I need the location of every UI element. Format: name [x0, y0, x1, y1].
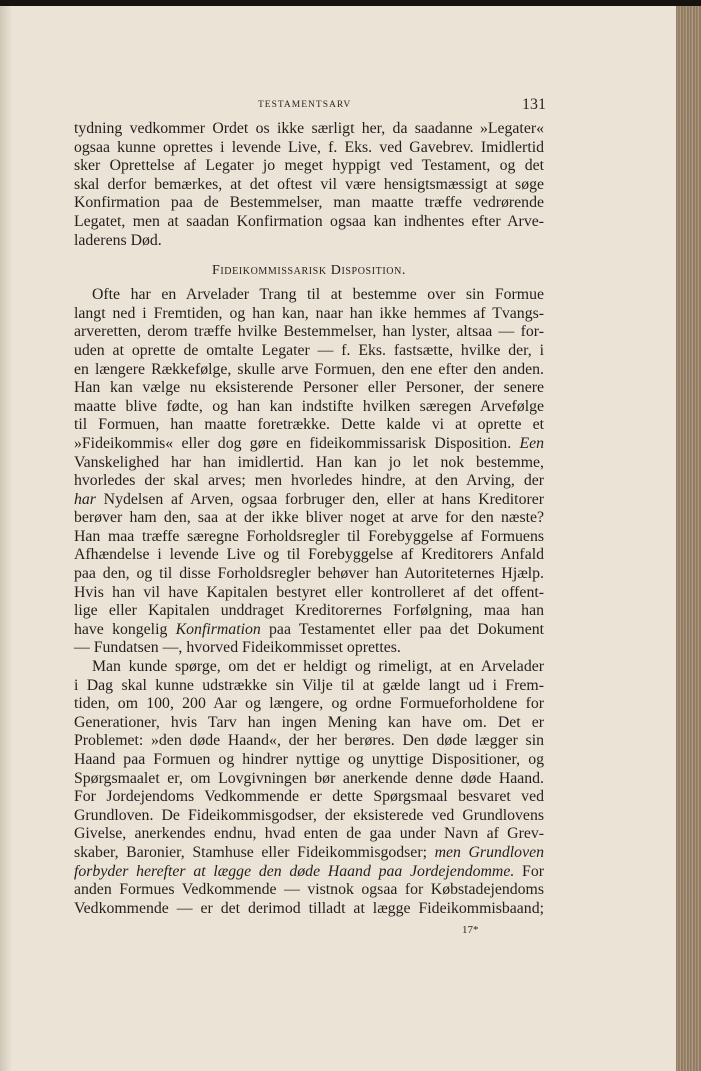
text-line: [74, 435, 544, 454]
italic-span: men Grundloven: [434, 843, 544, 861]
text-span: »Fideikommis« eller dog gøre en fideikommissarisk Disposition.: [74, 434, 512, 452]
text-line: tydning vedkommer Ordet os ikke særligt her, da saadanne »Legater«: [74, 120, 544, 137]
text-line: til Formuen, han maatte foretrække. Dette kalde vi at oprette et: [74, 416, 544, 434]
text-line: berøver ham den, saa at der ikke bliver noget at arve for den næste?: [74, 509, 544, 527]
text-line: Vanskelighed har han imidlertid. Han kan jo let nok bestemme,: [74, 453, 544, 471]
text-line: skal derfor bemærkes, at det oftest vil være hensigtsmæssigt at søge: [74, 175, 544, 193]
text-line: Problemet: »den døde Haand«, der her berøres. Den døde lægger sin: [74, 732, 544, 750]
text-line: lige eller Kapitalen unddraget Kreditorernes Forfølgning, maa han: [74, 602, 544, 620]
italic-span: forbyder herefter at lægge den døde Haand paa Jordejendomme.: [74, 862, 515, 880]
text-line: arveretten, derom træffe hvilke Bestemmelser, han lyster, altsaa — for-: [74, 323, 544, 341]
running-head: TESTAMENTSARV: [258, 100, 352, 110]
text-line: Vedkommende — er det derimod tilladt at lægge Fideikommisbaand;: [74, 899, 544, 917]
text-line: Hvis han vil have Kapitalen bestyret eller kontrolleret af det offent-: [74, 583, 544, 601]
text-line: Spørgsmaalet er, om Lovgivningen bør anerkende denne døde Haand.: [74, 769, 544, 787]
text-line: Ofte har en Arvelader Trang til at bestemme over sin Formue: [92, 286, 544, 304]
text-span: skaber, Baronier, Stamhuse eller Fideikommisgodser;: [74, 843, 427, 861]
text-span: have kongelig: [74, 620, 168, 638]
text-line: Konfirmation paa de Bestemmelser, man maatte træffe vedrørende: [74, 194, 544, 212]
text-line: maatte blive fødte, og han kan indstifte hvilken særegen Arvefølge: [74, 397, 544, 415]
text-span: Nydelsen af Arven, ogsaa forbruger den, eller at hans Kreditorer: [103, 490, 544, 508]
text-line: anden Formues Vedkommende — vistnok ogsaa for Købstadejendoms: [74, 881, 544, 899]
text-line: paa den, og til disse Forholdsregler behøver han Autoriteternes Hjælp.: [74, 565, 544, 583]
italic-span: har: [74, 490, 96, 508]
section-heading: Fideikommissarisk Disposition.: [211, 263, 407, 279]
text-line: [74, 621, 544, 640]
text-line: langt ned i Fremtiden, og han kan, naar han ikke hemmes af Tvangs-: [74, 304, 544, 322]
text-line: Legatet, men at saadan Konfirmation ogsaa kan indhentes efter Arve-: [74, 212, 544, 230]
paragraph-3: [74, 658, 544, 918]
text-line: Givelse, anerkendes endnu, hvad enten de gaa under Navn af Grev-: [74, 825, 544, 843]
italic-span: Een: [519, 434, 545, 452]
text-line: laderens Død.: [74, 231, 162, 249]
text-span: For: [522, 862, 544, 880]
signature-mark: 17*: [462, 924, 479, 936]
text-line: [74, 863, 544, 882]
text-line: For Jordejendoms Vedkommende er dette Spørgsmaal besvaret ved: [74, 788, 544, 806]
italic-span: Konfirmation: [175, 620, 261, 638]
paragraph-1: [74, 120, 544, 250]
text-line: Haand paa Formuen og hindrer nyttige og unyttige Dispositioner, og: [74, 751, 544, 768]
page-gutter-shadow: [0, 6, 12, 1071]
book-spine-edge: [676, 6, 701, 1071]
page-number: 131: [522, 96, 546, 113]
text-line: Grundloven. De Fideikommisgodser, der eksisterede ved Grundlovens: [74, 806, 544, 824]
text-line: hvorledes der skal arves; men hvorledes hindre, at den Arving, der: [74, 472, 544, 490]
page-body: [74, 120, 544, 918]
text-line: — Fundatsen —, hvorved Fideikommisset oprettes.: [74, 639, 401, 657]
text-line: [74, 844, 544, 863]
text-span: paa Testamentet eller paa det Dokument: [269, 620, 544, 638]
text-line: Afhændelse i levende Live og til Forebyggelse af Kreditorers Anfald: [74, 546, 544, 564]
text-line: i Dag skal kunne udstrække sin Vilje til at gælde langt ud i Frem-: [74, 676, 544, 694]
paragraph-2: [74, 286, 544, 658]
text-line: Generationer, hvis Tarv han ingen Mening kan have om. Det er: [74, 713, 544, 731]
text-line: sker Oprettelse af Legater jo meget hyppigt ved Testament, og det: [74, 157, 544, 175]
text-line: [74, 491, 544, 510]
text-line: ogsaa kunne oprettes i levende Live, f. Eks. ved Gavebrev. Imidlertid: [74, 138, 544, 156]
text-line: tiden, om 100, 200 Aar og længere, og ordne Formueforholdene for: [74, 695, 544, 713]
text-line: Han maa træffe særegne Forholdsregler til Forebyggelse af Formuens: [74, 527, 544, 545]
text-line: uden at oprette de omtalte Legater — f. Eks. fastsætte, hvilke der, i: [74, 341, 544, 359]
text-line: Han kan vælge nu eksisterende Personer eller Personer, der senere: [74, 379, 544, 397]
text-line: Man kunde spørge, om det er heldigt og rimeligt, at en Arvelader: [92, 658, 544, 676]
text-line: en længere Rækkefølge, skulle arve Formuen, den ene efter den anden.: [74, 360, 544, 378]
